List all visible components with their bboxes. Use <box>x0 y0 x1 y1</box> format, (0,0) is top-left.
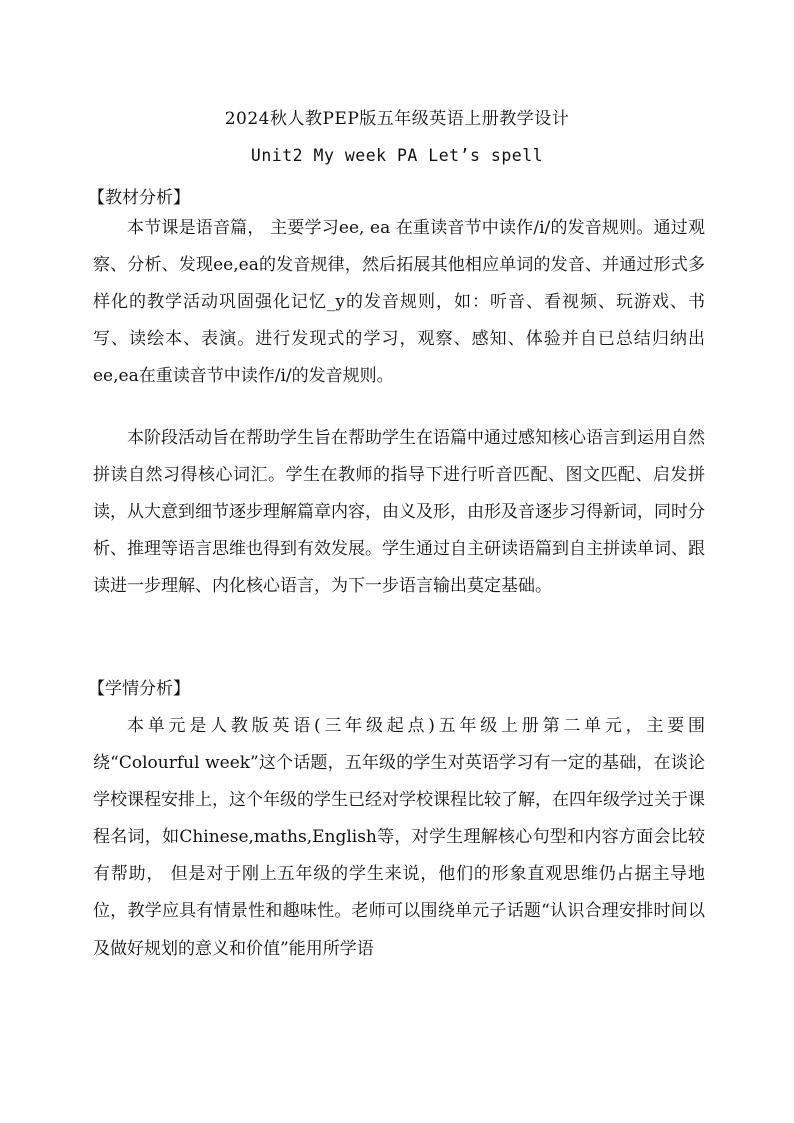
document-subtitle: Unit2 My week PA Let’s spell <box>250 146 544 165</box>
paragraph: 本单元是人教版英语(三年级起点)五年级上册第二单元，主要围绕“Colourful week”这个话题，五年级的学生对英语学习有一定的基础，在谈论学校课程安排上，这个年级的学生已经对学校课程比较了解，在四年级学过关于课程名词，如Chinese,maths,English等，对学生理解核心句型和内容方面会比较有帮助， 但是对于刚上五年级的学生来说，他们的形象直观思维仍占据主导地位，教学应具有情景性和趣味性。老师可以围绕单元子话题“认识合理安排时间以及做好规划的意义和价值”能用所学语 <box>93 716 705 959</box>
section-heading-student-analysis: 【学情分析】 <box>88 679 190 699</box>
document-title: 2024秋人教PEP版五年级英语上册教学设计 <box>224 109 570 129</box>
paragraph: 本阶段活动旨在帮助学生旨在帮助学生在语篇中通过感知核心语言到运用自然拼读自然习得核心词汇。学生在教师的指导下进行听音匹配、图文匹配、启发拼读，从大意到细节逐步理解篇章内容，由义及形，由形及音逐步习得新词，同时分析、推理等语言思维也得到有效发展。学生通过自主研读语篇到自主拼读单词、跟读进一步理解、内化核心语言，为下一步语言输出莫定基础。 <box>93 428 705 597</box>
paragraph: 本节课是语音篇， 主要学习ee, ea 在重读音节中读作/i/的发音规则。通过观察、分析、发现ee,ea的发音规律，然后拓展其他相应单词的发音、并通过形式多样化的教学活动巩固强化记忆_y的发音规则，如：听音、看视频、玩游戏、书写、读绘本、表演。进行发现式的学习，观察、感知、体验并自已总结归纳出ee,ea在重读音节中读作/i/的发音规则。 <box>93 218 705 387</box>
section-heading-textbook-analysis: 【教材分析】 <box>88 188 190 208</box>
